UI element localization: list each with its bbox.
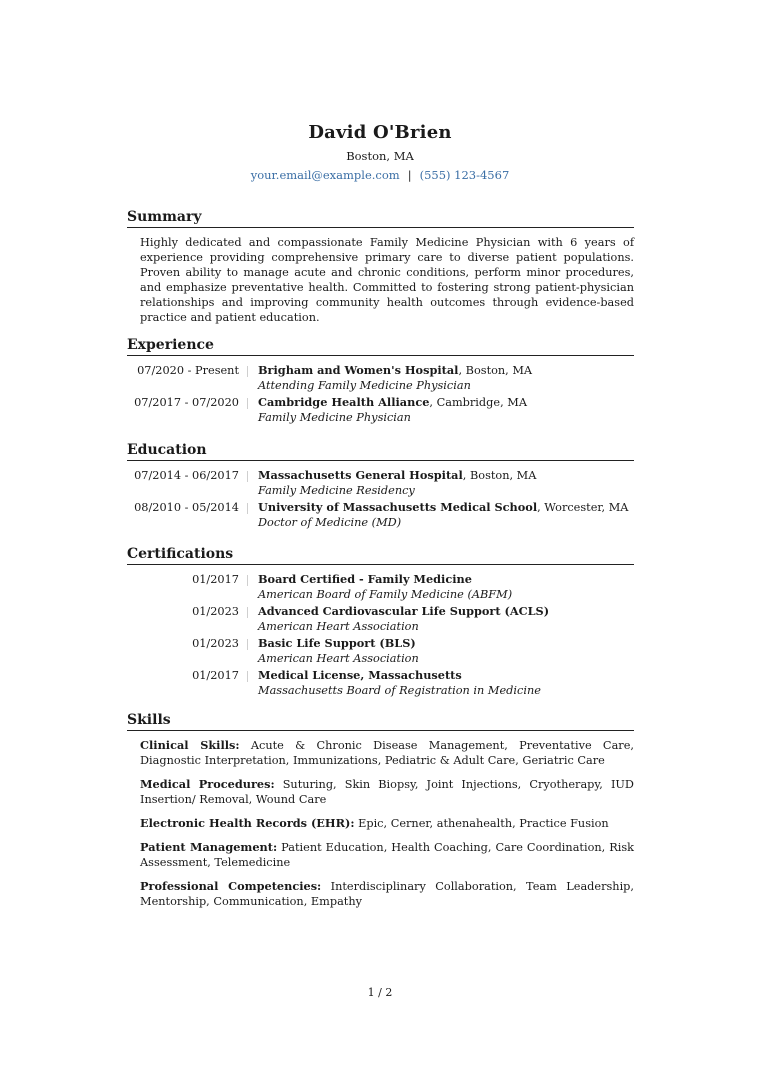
skill-item	[140, 840, 634, 870]
entry-body	[258, 668, 541, 698]
certification-issuer: American Heart Association	[258, 620, 419, 633]
candidate-location: Boston, MA	[346, 149, 414, 163]
certification-entry	[127, 636, 634, 666]
experience-entry	[127, 363, 634, 393]
certification-name: Basic Life Support (BLS)	[258, 636, 416, 650]
entry-divider	[247, 398, 248, 409]
entry-divider	[247, 671, 248, 682]
education-section	[127, 442, 634, 532]
entry-date: 07/2020 - Present	[137, 364, 239, 377]
section-title-experience: Experience	[127, 337, 634, 356]
skill-text: Interdisciplinary Collaboration, Team Leadership, Mentorship, Communication, Empathy	[140, 880, 635, 908]
skill-label: Electronic Health Records (EHR):	[140, 816, 355, 830]
entry-divider	[247, 503, 248, 514]
experience-entry	[127, 395, 634, 425]
skill-item	[140, 738, 634, 768]
skill-text: Epic, Cerner, athenahealth, Practice Fusion	[354, 817, 609, 830]
entry-divider	[247, 366, 248, 377]
entry-body	[258, 363, 532, 393]
entry-organization: Brigham and Women's Hospital	[258, 363, 459, 377]
certification-issuer: American Heart Association	[258, 652, 419, 665]
certification-issuer: Massachusetts Board of Registration in Medicine	[258, 684, 541, 697]
entry-organization: Massachusetts General Hospital	[258, 468, 463, 482]
entry-body	[258, 395, 527, 425]
entry-date: 08/2010 - 05/2014	[134, 501, 239, 514]
entry-body	[258, 636, 419, 666]
summary-text: Highly dedicated and compassionate Family Medicine Physician with 6 years of experience providing comprehensive primary care to diverse patient populations. Proven ability to manage acute and chronic conditions, perform minor procedures, and emphasize preventative health. Committed to fostering strong patient-physician relationships and improving community health outcomes through evidence-based practice and patient education.	[140, 236, 634, 324]
entry-organization: Cambridge Health Alliance	[258, 395, 430, 409]
entry-date: 07/2014 - 06/2017	[134, 469, 239, 482]
entry-role: Family Medicine Residency	[258, 484, 415, 497]
certification-entry	[127, 572, 634, 602]
skill-label: Clinical Skills:	[140, 738, 240, 752]
resume-header	[0, 121, 760, 182]
entry-body	[258, 500, 628, 530]
skill-item	[140, 816, 634, 831]
entry-divider	[247, 575, 248, 586]
entry-role: Attending Family Medicine Physician	[258, 379, 471, 392]
entry-role: Family Medicine Physician	[258, 411, 411, 424]
section-title-certifications: Certifications	[127, 546, 634, 565]
certification-name: Board Certified - Family Medicine	[258, 572, 472, 586]
skill-label: Medical Procedures:	[140, 777, 275, 791]
skill-item	[140, 777, 634, 807]
skill-text: Acute & Chronic Disease Management, Preventative Care, Diagnostic Interpretation, Immunizations, Pediatric & Adult Care, Geriatric Care	[140, 739, 634, 767]
skill-label: Patient Management:	[140, 840, 278, 854]
candidate-name: David O'Brien	[308, 122, 452, 143]
entry-role: Doctor of Medicine (MD)	[258, 516, 402, 529]
entry-divider	[247, 471, 248, 482]
section-title-summary: Summary	[127, 209, 634, 228]
certification-entry	[127, 668, 634, 698]
entry-date: 01/2023	[192, 605, 239, 618]
entry-date: 01/2023	[192, 637, 239, 650]
entry-body	[258, 604, 549, 634]
certification-issuer: American Board of Family Medicine (ABFM)	[258, 588, 513, 601]
skills-section	[127, 712, 634, 918]
education-entry	[127, 468, 634, 498]
skill-label: Professional Competencies:	[140, 879, 322, 893]
entry-location: , Boston, MA	[458, 364, 533, 377]
entry-divider	[247, 607, 248, 618]
skill-item	[140, 879, 634, 909]
section-title-education: Education	[127, 442, 634, 461]
entry-date: 01/2017	[192, 573, 239, 586]
certification-entry	[127, 604, 634, 634]
entry-body	[258, 572, 512, 602]
page-number: 1 / 2	[367, 986, 393, 999]
entry-date: 01/2017	[192, 669, 239, 682]
education-entry	[127, 500, 634, 530]
certification-name: Advanced Cardiovascular Life Support (ACLS)	[258, 604, 550, 618]
phone-link[interactable]: (555) 123-4567	[419, 168, 510, 182]
skill-text: Patient Education, Health Coaching, Care Coordination, Risk Assessment, Telemedicine	[140, 841, 635, 869]
certification-name: Medical License, Massachusetts	[258, 668, 462, 682]
entry-organization: University of Massachusetts Medical School	[258, 500, 538, 514]
section-title-skills: Skills	[127, 712, 634, 731]
entry-location: , Worcester, MA	[537, 501, 629, 514]
entry-body	[258, 468, 536, 498]
entry-divider	[247, 639, 248, 650]
entry-location: , Boston, MA	[462, 469, 537, 482]
email-link[interactable]: your.email@example.com	[250, 168, 400, 182]
summary-section	[127, 209, 634, 325]
skill-text: Suturing, Skin Biopsy, Joint Injections, Cryotherapy, IUD Insertion/ Removal, Wound Care	[140, 778, 634, 806]
certifications-section	[127, 546, 634, 700]
contact-separator: |	[407, 168, 412, 182]
entry-date: 07/2017 - 07/2020	[134, 396, 239, 409]
contact-line	[0, 168, 760, 182]
entry-location: , Cambridge, MA	[429, 396, 527, 409]
experience-section	[127, 337, 634, 427]
